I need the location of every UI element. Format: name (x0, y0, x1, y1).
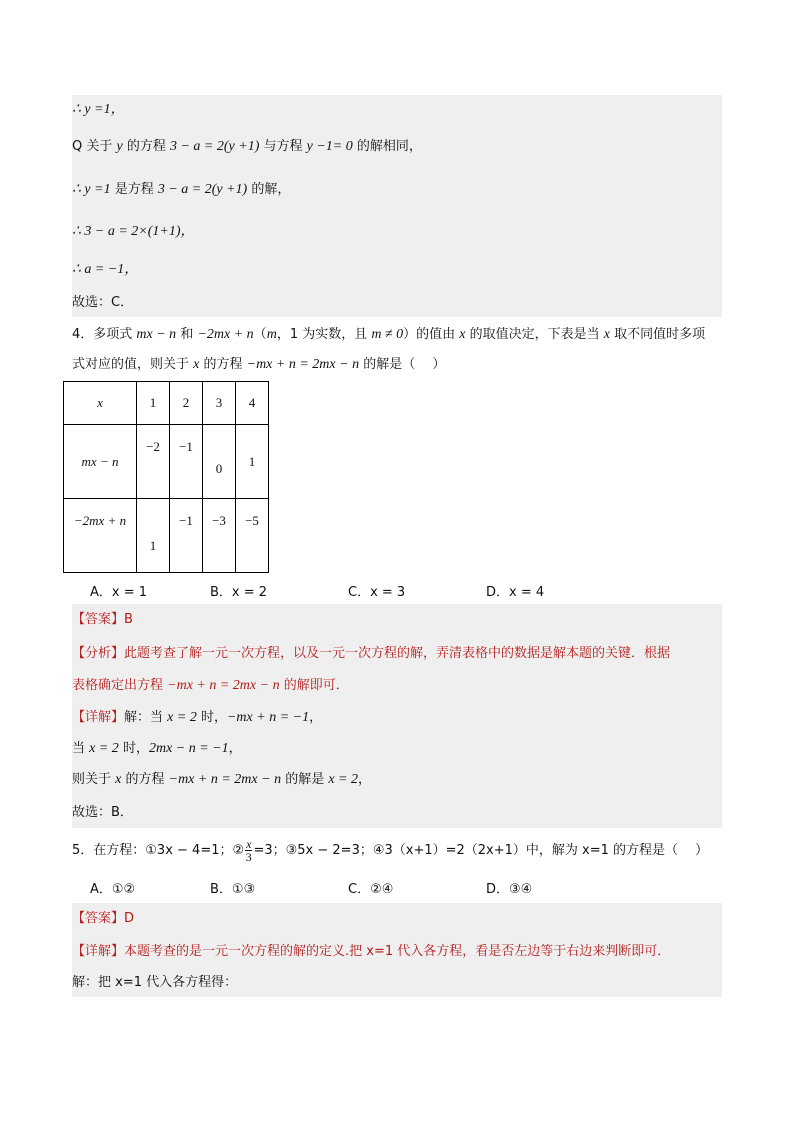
solution-line: Q 关于 y 的方程 3 − a = 2(y +1) 与方程 y −1= 0 的解相同， (72, 139, 422, 154)
solution-line: ∴ a = −1， (72, 262, 139, 277)
option-c: C．x = 3 (348, 585, 406, 600)
solution-line: ∴ 3 − a = 2×(1+1)， (72, 224, 195, 239)
option-a: A．x = 1 (90, 585, 148, 600)
solution-line: ∴ y =1， (72, 102, 125, 117)
detail-line: 当 x = 2 时，2mx − n = −1， (72, 741, 242, 756)
detail-line: 【详解】本题考查的是一元一次方程的解的定义.把 x=1 代入各方程，看是否左边等于右边来判断即可． (72, 944, 671, 959)
option-a: A．①② (90, 882, 136, 897)
option-d: D．③④ (486, 882, 533, 897)
table-cell: −5 (236, 499, 269, 573)
table-cell: 0 (203, 425, 236, 499)
table-cell: 3 (203, 382, 236, 425)
table-cell: −1 (170, 499, 203, 573)
table-cell: −2 (137, 425, 170, 499)
question-4-stem: 式对应的值，则关于 x 的方程 −mx + n = 2mx − n 的解是（ ） (72, 357, 446, 372)
answer-line: 【答案】D (72, 911, 135, 926)
table-cell: −1 (170, 425, 203, 499)
question-4-stem: 4．多项式 mx − n 和 −2mx + n（m，1 为实数，且 m ≠ 0）的值由 x 的取值决定，下表是当 x 取不同值时多项 (72, 327, 706, 342)
table-row (64, 499, 269, 573)
solution-line: ∴ y =1 是方程 3 − a = 2(y +1) 的解， (72, 182, 291, 197)
option-b: B．x = 2 (210, 585, 268, 600)
table-cell: 4 (236, 382, 269, 425)
table-cell: x (64, 382, 137, 425)
fraction-x-over-3: $\frac{x}{3}$ (245, 837, 252, 864)
table-cell: 1 (137, 382, 170, 425)
detail-line: 则关于 x 的方程 −mx + n = 2mx − n 的解是 x = 2， (72, 772, 372, 787)
option-d: D．x = 4 (486, 585, 545, 600)
table-cell: mx − n (64, 425, 137, 499)
table-cell: 1 (236, 425, 269, 499)
analysis-line: 表格确定出方程 −mx + n = 2mx − n 的解即可． (72, 678, 349, 693)
table-cell: 1 (137, 499, 170, 573)
solution-block-shade (72, 95, 722, 317)
option-c: C．②④ (348, 882, 394, 897)
detail-line: 【详解】解：当 x = 2 时，−mx + n = −1， (72, 710, 323, 725)
table-row (64, 382, 269, 425)
table-cell: −2mx + n (64, 499, 137, 573)
detail-line: 解：把 x=1 代入各方程得： (72, 975, 238, 990)
solution-line: 故选：C． (72, 295, 134, 310)
analysis-line: 【分析】此题考查了解一元一次方程，以及一元一次方程的解，弄清表格中的数据是解本题的关键．根据 (72, 646, 671, 661)
table-row (64, 425, 269, 499)
table-cell: 2 (170, 382, 203, 425)
option-b: B．①③ (210, 882, 256, 897)
value-table (63, 381, 269, 573)
detail-line: 故选：B． (72, 805, 133, 820)
table-cell: −3 (203, 499, 236, 573)
answer-line: 【答案】B (72, 612, 133, 627)
question-5-stem: 5．在方程：①3x − 4=1；② $\frac{x}{3}$ =3；③5x − 2=3；④3（x+1）=2（2x+1）中，解为 x=1 的方程是（ ） (72, 837, 709, 864)
